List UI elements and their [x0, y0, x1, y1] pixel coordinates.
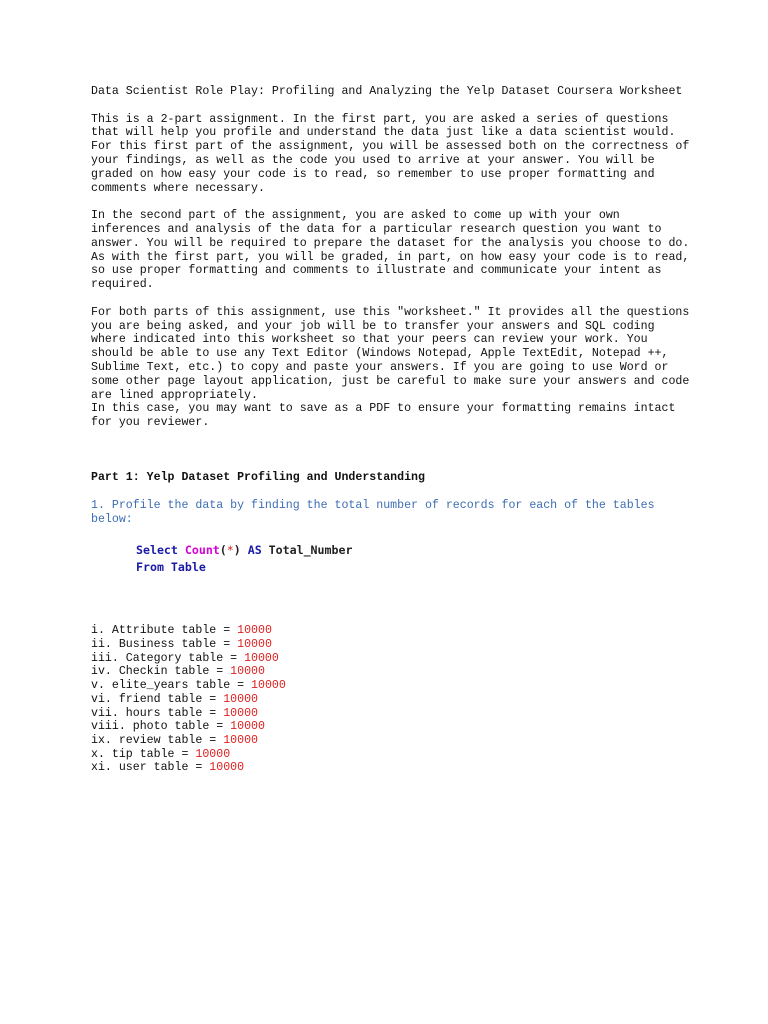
sql-table-reference: Table — [170, 560, 206, 575]
table-count: 10000 — [251, 679, 286, 693]
sql-paren-open: ( — [219, 543, 227, 558]
sql-select-keyword: Select — [136, 543, 178, 558]
list-item — [91, 761, 691, 775]
sql-from-keyword: From — [136, 560, 164, 575]
sql-as-keyword: AS — [247, 543, 262, 558]
list-item — [91, 734, 691, 748]
table-count: 10000 — [195, 747, 231, 761]
list-item — [91, 665, 691, 679]
list-item — [91, 748, 691, 762]
sql-line-select — [136, 542, 691, 559]
table-label: iii. Category table = — [91, 651, 245, 665]
table-label: i. Attribute table = — [91, 624, 238, 638]
sql-star: * — [226, 543, 234, 558]
intro-paragraph: This is a 2-part assignment. In the first part, you are asked a series of questions that will help you profile and understand the data just like a data scientist would. For this first part of the assignment, you will be assessed both on the correctness of your findings, as well as the code you used to arrive at your answer. You will be graded on how easy your code is to read, so remember to use proper formatting and comments where necessary. — [91, 112, 690, 195]
table-count: 10000 — [230, 665, 265, 679]
list-item — [91, 638, 691, 652]
list-item — [91, 624, 691, 638]
sql-paren-close: ) — [233, 543, 241, 558]
table-label: v. elite_years table = — [91, 679, 252, 693]
list-item — [91, 679, 691, 693]
table-count: 10000 — [237, 638, 272, 652]
list-item — [91, 652, 691, 666]
table-label: vii. hours table = — [91, 706, 224, 720]
table-count: 10000 — [230, 720, 265, 734]
table-count: 10000 — [244, 651, 279, 665]
document-title: Data Scientist Role Play: Profiling and Analyzing the Yelp Dataset Coursera Worksheet — [91, 85, 683, 98]
table-count: 10000 — [223, 692, 258, 706]
sql-code-block — [136, 542, 691, 576]
question-1: 1. Profile the data by finding the total number of records for each of the tables below: — [91, 498, 655, 526]
table-count: 10000 — [237, 624, 272, 638]
second-part-paragraph: In the second part of the assignment, you are asked to come up with your own inferences and analysis of the data for a particular research question you want to answer. You will be required to prepare the dataset for the analysis you choose to do. As with the first part, you will be graded, in part, on how easy your code is to read, so use proper formatting and comments to illustrate and communicate your intent as required. — [91, 209, 690, 292]
table-count: 10000 — [209, 761, 245, 775]
sql-line-from — [136, 559, 691, 576]
worksheet-instructions-paragraph: For both parts of this assignment, use this "worksheet." It provides all the questions you are being asked, and your job will be to transfer your answers and SQL coding where indicated into this worksheet so that your peers can review your work. You should be able to use any Text Editor (Windows Notepad, Apple TextEdit, Notepad ++, Sublime Text, etc.) to copy and paste your answers. If you are going to use Word or some other page layout application, just be careful to make sure your answers and code are lined appropriately. In this case, you may want to save as a PDF to ensure your formatting remains intact for you reviewer. — [91, 305, 690, 430]
table-count: 10000 — [223, 706, 258, 720]
table-label: viii. photo table = — [91, 720, 231, 734]
section-heading-part-1: Part 1: Yelp Dataset Profiling and Understanding — [91, 470, 425, 484]
list-item — [91, 707, 691, 721]
table-label: x. tip table = — [91, 747, 196, 761]
sql-count-function: Count — [184, 543, 220, 558]
table-label: xi. user table = — [91, 761, 210, 775]
list-item — [91, 720, 691, 734]
sql-alias: Total_Number — [268, 543, 353, 558]
list-item — [91, 693, 691, 707]
table-count: 10000 — [223, 733, 258, 747]
table-count-list — [91, 624, 691, 775]
table-label: ix. review table = — [91, 733, 224, 747]
table-label: iv. Checkin table = — [91, 665, 231, 679]
table-label: vi. friend table = — [91, 692, 224, 706]
table-label: ii. Business table = — [91, 638, 238, 652]
document-page — [91, 85, 691, 787]
